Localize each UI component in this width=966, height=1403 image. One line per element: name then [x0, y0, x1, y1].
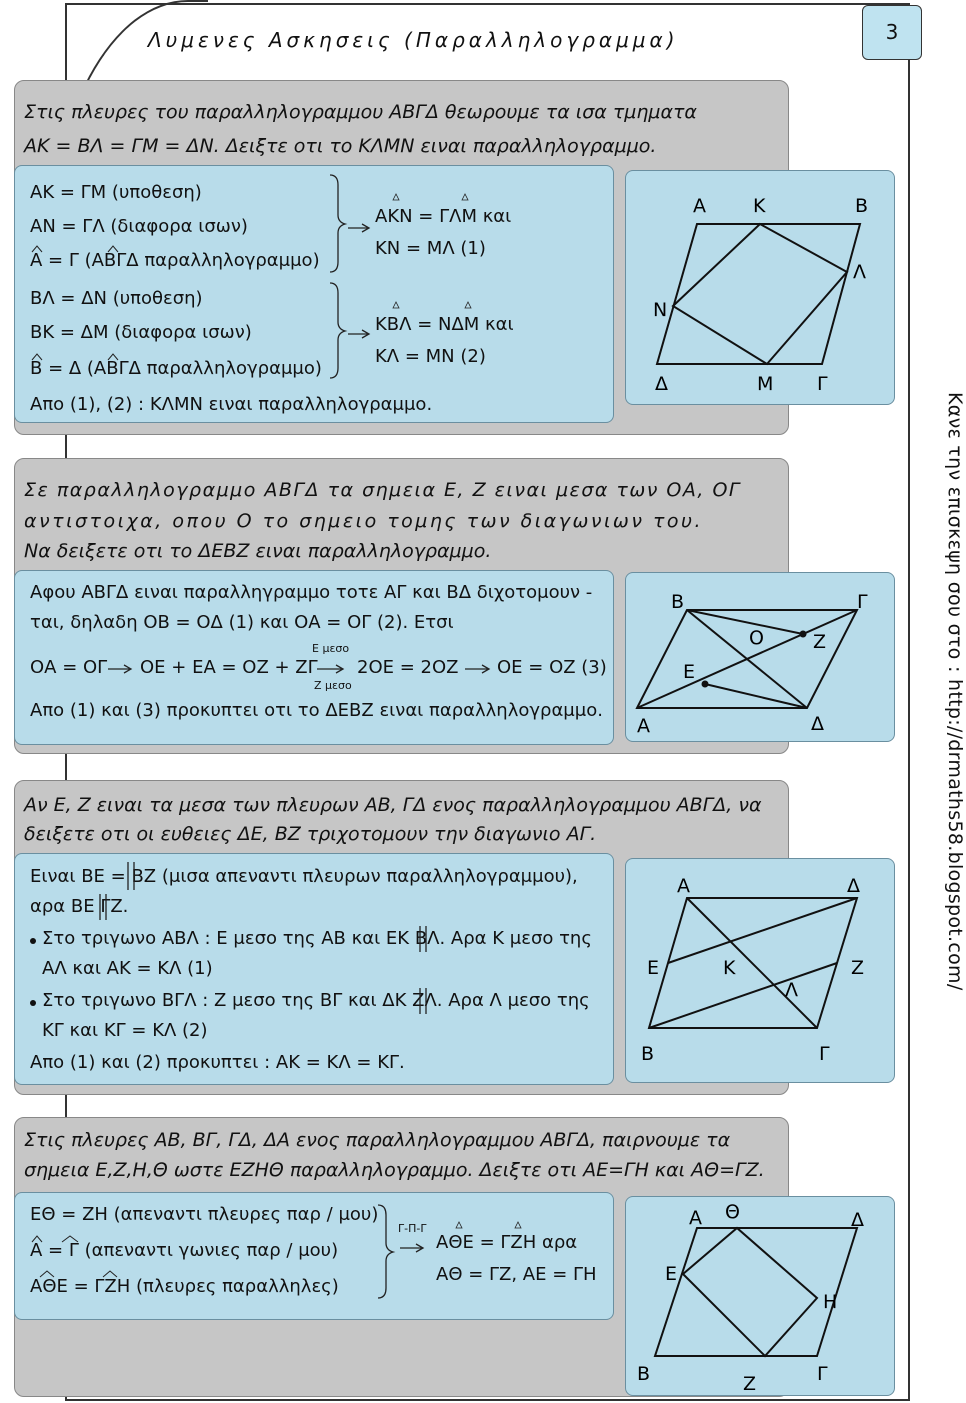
ex1-line-3: Α = Γ (ΑΒΓΔ παραλληλογραμμο)	[30, 250, 320, 271]
sidebar-url-text: Κανε την επισκεψη σου στο : http://drmaths58.blogspot.com/	[944, 392, 966, 991]
fig1-label-g: Γ	[817, 373, 828, 395]
page-title: Λυμενες Ασκησεις (Παραλληλογραμμα)	[148, 28, 679, 52]
exercise-2-task-line-3: Να δειξετε οτι το ΔΕΒΖ ειναι παραλληλογραμμο.	[24, 540, 492, 562]
ex3-line-2: αρα ΒΕ ΓΖ.	[30, 896, 129, 917]
ex4-line-1: ΕΘ = ΖΗ (απεναντι πλευρες παρ / μου)	[30, 1204, 379, 1225]
fig4-label-th: Θ	[725, 1201, 740, 1223]
fig1-label-b: Β	[855, 195, 869, 217]
ex2-figure-drawing	[625, 572, 895, 742]
exercise-2-task-line-1: Σε παραλληλογραμμο ΑΒΓΔ τα σημεια Ε, Ζ ειναι μεσα των ΟΑ, ΟΓ	[24, 479, 742, 501]
fig4-label-a: Α	[689, 1207, 702, 1229]
fig1-label-k: Κ	[753, 195, 766, 217]
ex1-right-2: ΚΝ = ΜΛ (1)	[375, 238, 486, 259]
ex3-line-6: ΚΓ και ΚΓ = ΚΛ (2)	[42, 1020, 208, 1041]
ex4-right-2: ΑΘ = ΓΖ, ΑΕ = ΓΗ	[436, 1264, 597, 1285]
ex2-line-2: ται, δηλαδη ΟΒ = ΟΔ (1) και ΟΑ = ΟΓ (2). Ετσι	[30, 612, 454, 633]
ex1-line-7: Απο (1), (2) : ΚΛΜΝ ειναι παραλληλογραμμο.	[30, 394, 433, 415]
fig1-label-m: Μ	[757, 373, 774, 395]
page-number: 3	[885, 20, 899, 44]
ex2-over-label: Ε μεσο	[312, 642, 350, 655]
fig3-label-b: Β	[641, 1043, 655, 1065]
ex1-line-6: Β = Δ (ΑΒΓΔ παραλληλογραμμο)	[30, 358, 322, 379]
ex1-figure-drawing	[625, 170, 895, 405]
fig4-label-h: Η	[823, 1291, 838, 1313]
exercise-4-task-line-2: σημεια Ε,Ζ,Η,Θ ωστε ΕΖΗΘ παραλληλογραμμο. Δειξτε οτι ΑΕ=ΓΗ και ΑΘ=ΓΖ.	[24, 1159, 765, 1181]
ex4-criterion: Γ-Π-Γ	[398, 1222, 427, 1235]
ex4-line-3: ΑΘΕ = ΓΖΗ (πλευρες παραλληλες)	[30, 1276, 339, 1297]
ex2-line-3a: ΟΑ = ΟΓ	[30, 657, 108, 678]
fig1-label-l: Λ	[853, 261, 866, 283]
exercise-4-task-line-1: Στις πλευρες ΑΒ, ΒΓ, ΓΔ, ΔΑ ενος παραλληλογραμμου ΑΒΓΔ, παιρνουμε τα	[24, 1129, 731, 1151]
fig2-label-e: Ε	[683, 661, 696, 683]
fig2-label-b: Β	[671, 591, 685, 613]
fig4-label-g: Γ	[817, 1363, 828, 1385]
fig3-label-d: Δ	[847, 875, 860, 897]
fig3-label-e: Ε	[647, 957, 660, 979]
fig1-label-d: Δ	[655, 373, 668, 395]
ex2-line-1: Αφου ΑΒΓΔ ειναι παραλληγραμμο τοτε ΑΓ και ΒΔ διχοτομουν -	[30, 582, 593, 603]
fig3-label-a: Α	[677, 875, 690, 897]
fig4-label-e: Ε	[665, 1263, 678, 1285]
ex3-line-3: Στο τριγωνο ΑΒΛ : Ε μεσο της ΑΒ και ΕΚ ΒΛ. Αρα Κ μεσο της	[42, 928, 592, 949]
exercise-1-task-line-1: Στις πλευρες του παραλληλογραμμου ΑΒΓΔ θεωρουμε τα ισα τμηματα	[24, 101, 697, 123]
ex1-line-5: ΒΚ = ΔΜ (διαφορα ισων)	[30, 322, 252, 343]
ex2-line-3b: ΟΕ + ΕΑ = ΟΖ + ΖΓ	[140, 657, 318, 678]
fig4-label-d: Δ	[851, 1209, 864, 1231]
exercise-3-task-line-1: Αν Ε, Ζ ειναι τα μεσα των πλευρων ΑΒ, ΓΔ ενος παραλληλογραμμου ΑΒΓΔ, να	[24, 794, 762, 816]
ex1-line-2: ΑΝ = ΓΛ (διαφορα ισων)	[30, 216, 248, 237]
ex1-line-1: ΑΚ = ΓΜ (υποθεση)	[30, 182, 202, 203]
fig2-label-g: Γ	[857, 591, 868, 613]
fig3-label-l: Λ	[785, 979, 798, 1001]
fig2-label-a: Α	[637, 715, 650, 737]
fig4-label-z: Ζ	[743, 1373, 757, 1395]
fig3-label-k: Κ	[723, 957, 736, 979]
ex2-line-4: Απο (1) και (3) προκυπτει οτι το ΔΕΒΖ ειναι παραλληλογραμμο.	[30, 700, 603, 721]
exercise-1-task-line-2: ΑΚ = ΒΛ = ΓΜ = ΔΝ. Δειξτε οτι το ΚΛΜΝ ειναι παραλληλογραμμο.	[24, 135, 657, 157]
exercise-3-task-line-2: δειξετε οτι οι ευθειες ΔΕ, ΒΖ τριχοτομουν την διαγωνιο ΑΓ.	[24, 823, 597, 845]
ex4-right-1: ΑΘΕ = ΓΖΗ αρα	[436, 1232, 578, 1253]
ex1-right-1: ΑΚΝ = ΓΛΜ και	[375, 206, 512, 227]
fig2-label-d: Δ	[811, 713, 824, 735]
ex3-line-1: Ειναι ΒΕ = ΒΖ (μισα απεναντι πλευρων παραλληλογραμμου),	[30, 866, 578, 887]
ex1-right-3: ΚΒΛ = ΝΔΜ και	[375, 314, 514, 335]
fig2-label-o: Ο	[749, 627, 764, 649]
ex1-right-4: ΚΛ = ΜΝ (2)	[375, 346, 486, 367]
exercise-2-task-line-2: αντιστοιχα, οπου Ο το σημειο τομης των διαγωνιων του.	[24, 510, 704, 532]
fig4-label-b: Β	[637, 1363, 651, 1385]
ex3-line-7: Απο (1) και (2) προκυπτει : ΑΚ = ΚΛ = ΚΓ.	[30, 1052, 405, 1073]
fig2-label-z: Ζ	[813, 631, 827, 653]
ex4-line-2: Α = Γ (απεναντι γωνιες παρ / μου)	[30, 1240, 339, 1261]
ex1-line-4: ΒΛ = ΔΝ (υποθεση)	[30, 288, 203, 309]
ex3-line-5: Στο τριγωνο ΒΓΛ : Ζ μεσο της ΒΓ και ΔΚ ΖΛ. Αρα Λ μεσο της	[42, 990, 590, 1011]
fig3-label-g: Γ	[819, 1043, 830, 1065]
ex2-line-3d: ΟΕ = ΟΖ (3)	[497, 657, 607, 678]
ex2-under-label: Ζ μεσο	[314, 679, 352, 692]
fig3-label-z: Ζ	[851, 957, 865, 979]
ex4-figure-drawing	[625, 1196, 895, 1396]
ex3-figure-drawing	[625, 858, 895, 1083]
ex2-line-3c: 2ΟΕ = 2ΟΖ	[357, 657, 459, 678]
fig1-label-a: Α	[693, 195, 706, 217]
fig1-label-n: Ν	[653, 299, 668, 321]
ex3-line-4: ΑΛ και ΑΚ = ΚΛ (1)	[42, 958, 213, 979]
